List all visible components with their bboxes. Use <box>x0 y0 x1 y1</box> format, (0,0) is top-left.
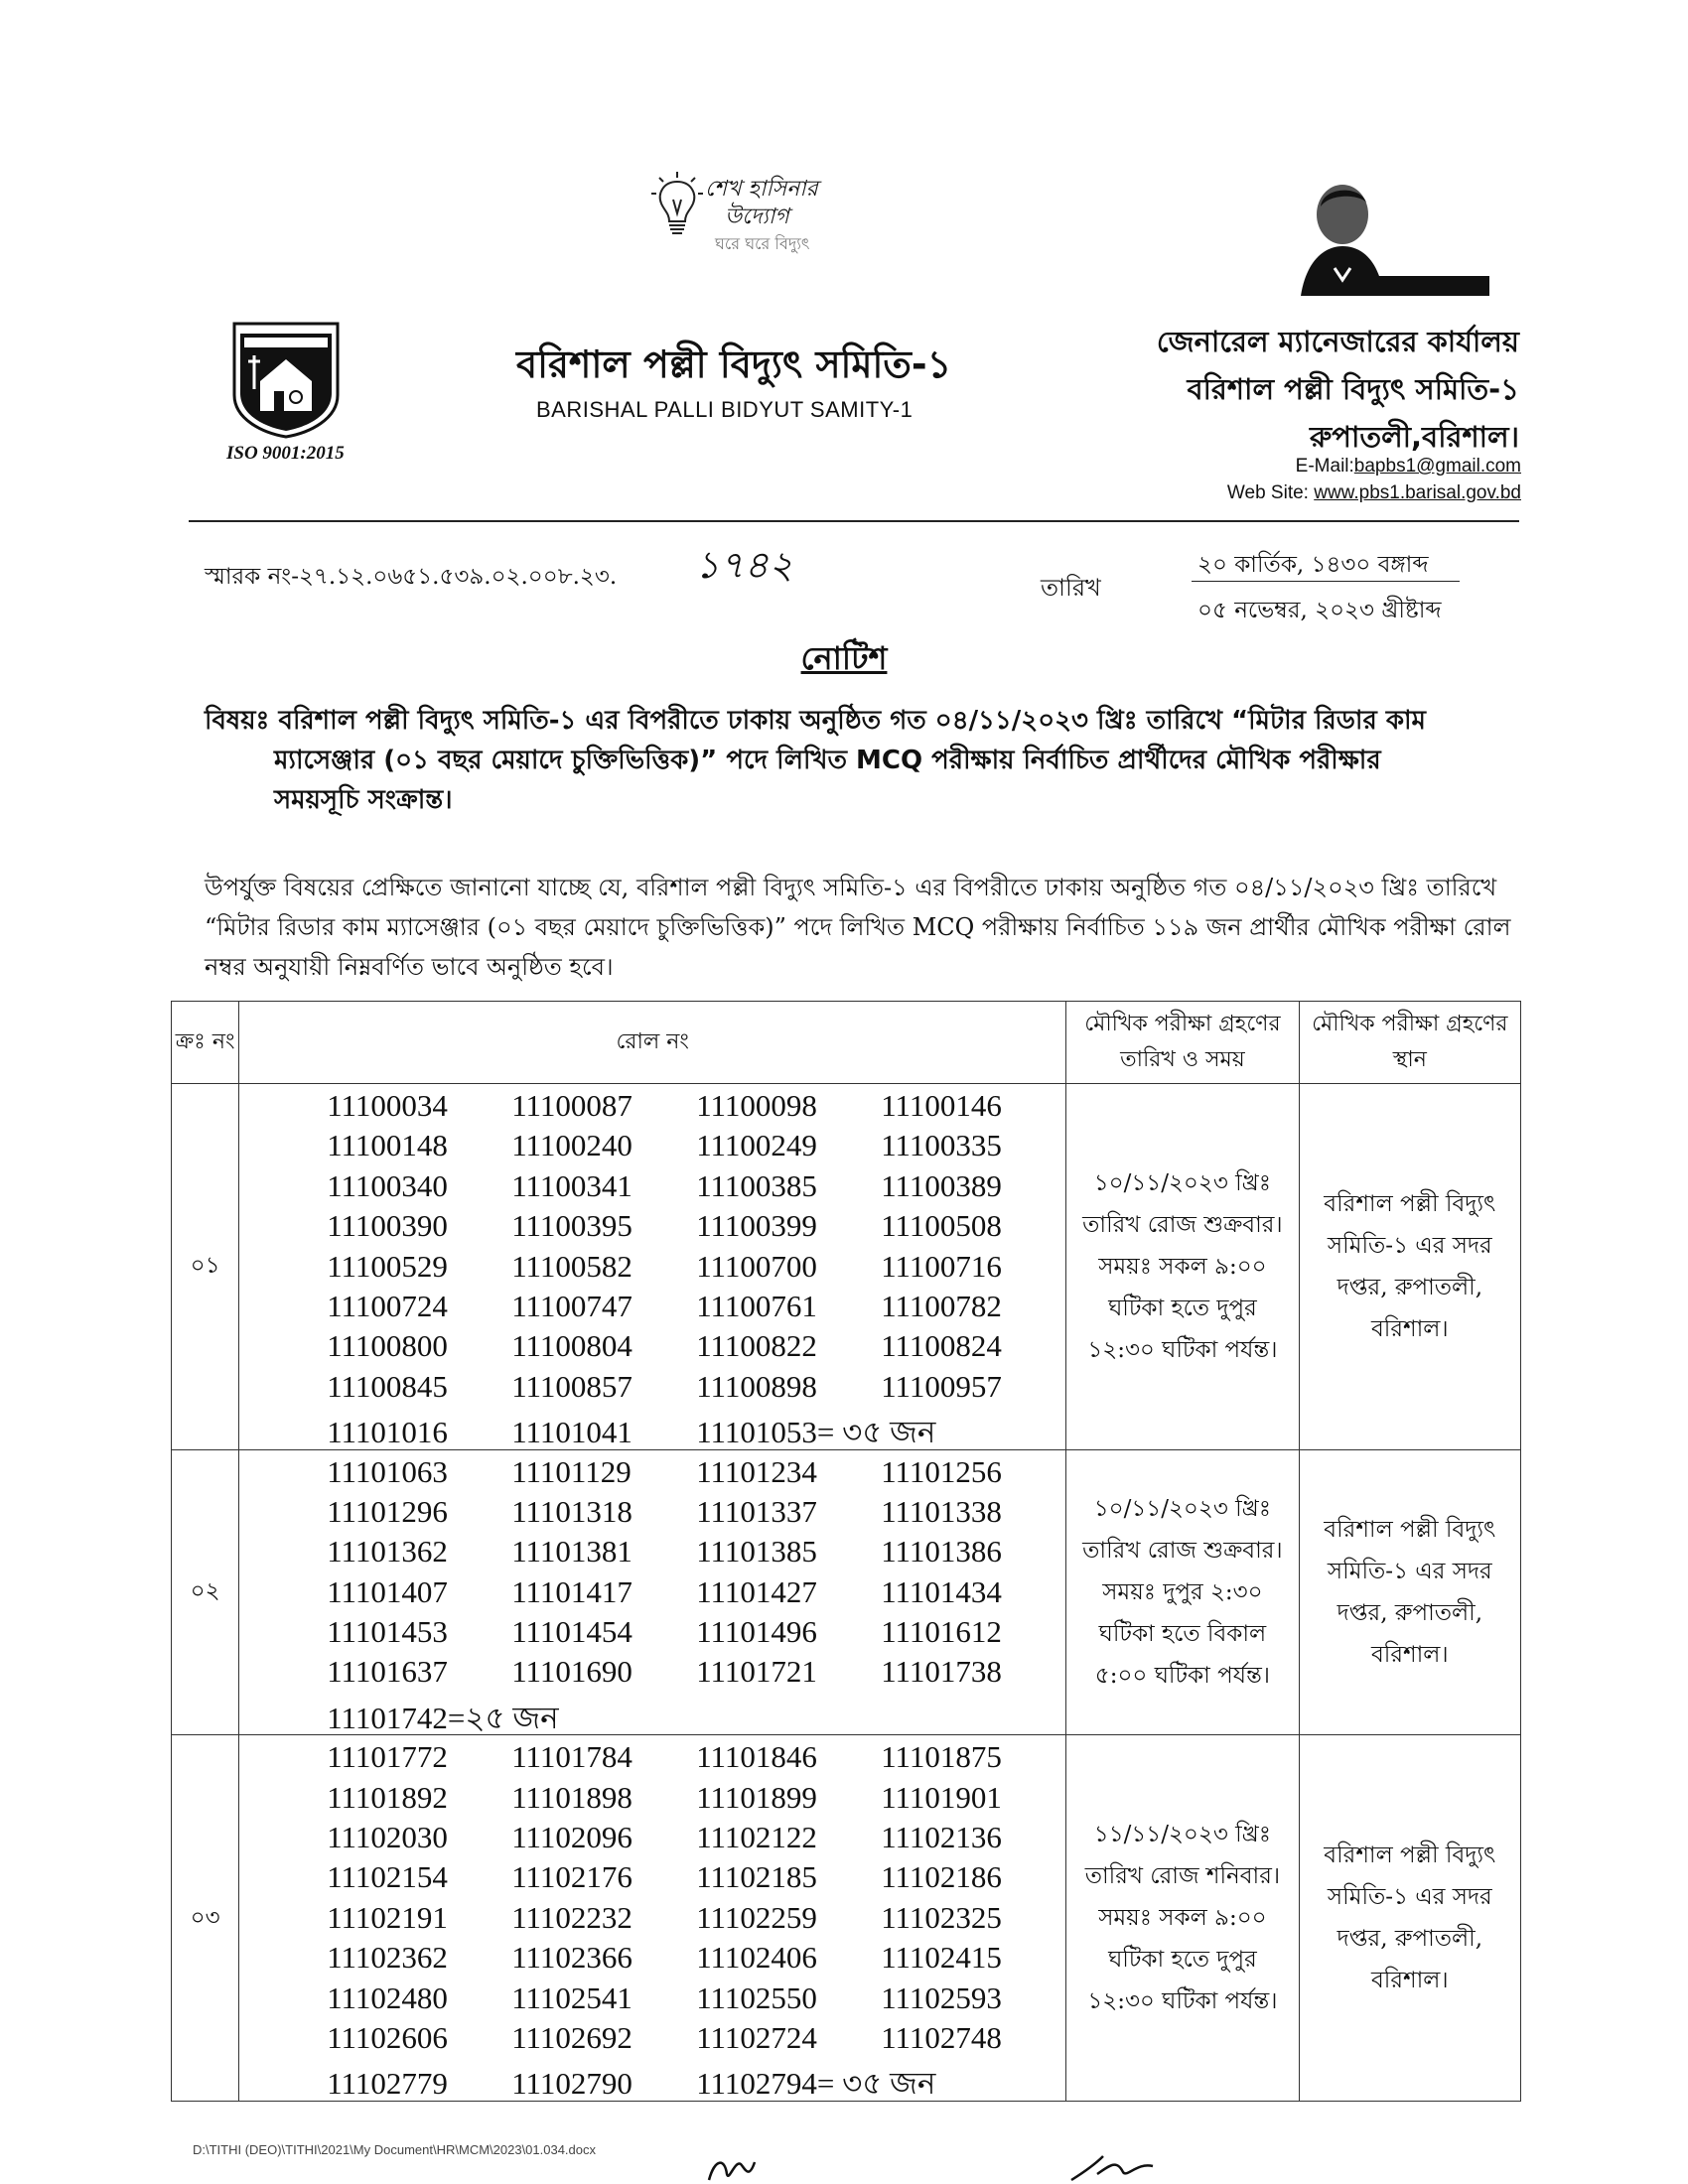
organization-name-english: BARISHAL PALLI BIDYUT SAMITY-1 <box>536 397 914 422</box>
slogan-line-2: উদ্যোগ <box>725 205 789 229</box>
roll-number: 11100395 <box>511 1208 633 1244</box>
roll-number: 11100340 <box>327 1167 448 1203</box>
roll-number: 11101892 <box>327 1779 448 1815</box>
roll-row <box>327 1534 1065 1573</box>
date-bangla: ২০ কার্তিক, ১৪৩০ বঙ্গাব্দ <box>1197 552 1429 578</box>
initial-signature <box>705 2154 765 2184</box>
roll-number: 11102176 <box>511 1859 633 1895</box>
roll-number: 11101417 <box>511 1573 633 1609</box>
roll-row <box>327 1328 1065 1368</box>
roll-row <box>327 1369 1065 1409</box>
roll-number: 11100747 <box>511 1288 633 1323</box>
roll-number: 11101407 <box>327 1573 448 1609</box>
roll-number: 11100034 <box>327 1088 448 1123</box>
roll-row <box>327 1409 1065 1448</box>
roll-number: 11101337 <box>696 1493 817 1529</box>
roll-number: 11100845 <box>327 1368 448 1404</box>
file-path: D:\TITHI (DEO)\TITHI\2021\My Document\HR\MCM\2023\01.034.docx <box>193 2142 597 2157</box>
roll-number: 11100399 <box>696 1208 817 1244</box>
memo-reference: স্মারক নং-২৭.১২.০৬৫১.৫৩৯.০২.০০৮.২৩. <box>205 564 618 590</box>
subject-line-2: ম্যাসেঞ্জার (০১ বছর মেয়াদে চুক্তিভিত্তিক)” পদে লিখিত MCQ পরীক্ষায় নির্বাচিত প্রার্থীদের মৌখিক পরীক্ষার <box>274 746 1381 775</box>
roll-row <box>327 2060 1065 2100</box>
roll-number: 11102724 <box>696 2019 817 2055</box>
samity-logo <box>230 320 342 439</box>
roll-number: 11101875 <box>881 1739 1002 1775</box>
notice-subject <box>205 701 1509 820</box>
roll-number: 11100389 <box>881 1167 1002 1203</box>
notice-title: নোটিশ <box>800 639 888 677</box>
email-link[interactable]: bapbs1@gmail.com <box>1353 456 1521 477</box>
datetime-cell: ১০/১১/২০২৩ খ্রিঃ তারিখ রোজ শুক্রবার। সময়ঃ দুপুর ২:৩০ ঘটিকা হতে বিকাল ৫:০০ ঘটিকা পর্যন্ত। <box>1066 1449 1299 1735</box>
roll-number: 11100782 <box>881 1288 1002 1323</box>
datetime-cell: ১০/১১/২০২৩ খ্রিঃ তারিখ রোজ শুক্রবার। সময়ঃ সকল ৯:০০ ঘটিকা হতে দুপুর ১২:৩০ ঘটিকা পর্যন্ত। <box>1066 1084 1299 1450</box>
roll-number: 11101453 <box>327 1614 448 1650</box>
schedule-group-row <box>172 1735 1521 2102</box>
signature <box>1067 2152 1157 2184</box>
subject-line-3: সময়সূচি সংক্রান্ত। <box>274 785 453 815</box>
roll-number: 11101016 <box>327 1415 448 1450</box>
roll-number: 11100800 <box>327 1328 448 1364</box>
roll-number: 11100857 <box>511 1368 633 1404</box>
roll-number: 11102136 <box>881 1820 1002 1855</box>
roll-number: 11101772 <box>327 1739 448 1775</box>
roll-row <box>327 1289 1065 1328</box>
roll-number: 11100898 <box>696 1368 817 1404</box>
serial-cell: ০৩ <box>172 1735 239 2102</box>
roll-number: 11101901 <box>881 1779 1002 1815</box>
roll-number: 11101899 <box>696 1779 817 1815</box>
roll-number: 11100804 <box>511 1328 633 1364</box>
roll-number: 11102415 <box>881 1940 1002 1976</box>
serial-cell: ০১ <box>172 1084 239 1450</box>
roll-row <box>327 2020 1065 2060</box>
roll-number: 11102794= ৩৫ জন <box>696 2066 936 2102</box>
roll-number: 11100761 <box>696 1288 817 1323</box>
roll-number: 11102480 <box>327 1979 448 2015</box>
roll-number: 11100341 <box>511 1167 633 1203</box>
roll-number: 11101784 <box>511 1739 633 1775</box>
roll-number: 11101129 <box>511 1453 632 1489</box>
header-serial: ক্রঃ নং <box>172 1002 239 1084</box>
memo-handwritten-number: ১৭৪২ <box>695 543 793 587</box>
roll-row <box>327 1859 1065 1899</box>
roll-number: 11100582 <box>511 1248 633 1284</box>
roll-number: 11102366 <box>511 1940 633 1976</box>
roll-number: 11100390 <box>327 1208 448 1244</box>
email-line <box>1296 456 1521 478</box>
date-label: তারিখ <box>1041 574 1101 602</box>
roll-number: 11100148 <box>327 1128 448 1163</box>
roll-number: 11102185 <box>696 1859 817 1895</box>
email-label: E-Mail: <box>1295 456 1354 477</box>
roll-number: 11101496 <box>696 1614 817 1650</box>
roll-number: 11102790 <box>511 2066 633 2102</box>
roll-number: 11101041 <box>511 1415 633 1450</box>
roll-row <box>327 1695 1065 1734</box>
organization-name-bangla: বরিশাল পল্লী বিদ্যুৎ সমিতি-১ <box>516 342 952 386</box>
roll-number: 11101721 <box>696 1654 817 1690</box>
roll-number: 11102259 <box>696 1899 817 1935</box>
place-cell: বরিশাল পল্লী বিদ্যুৎ সমিতি-১ এর সদর দপ্তর, রুপাতলী, বরিশাল। <box>1299 1084 1520 1450</box>
serial-cell: ০২ <box>172 1449 239 1735</box>
roll-number: 11101427 <box>696 1573 817 1609</box>
roll-number: 11102122 <box>696 1820 817 1855</box>
notice-body: উপর্যুক্ত বিষয়ের প্রেক্ষিতে জানানো যাচ্ছে যে, বরিশাল পল্লী বিদ্যুৎ সমিতি-১ এর বিপরীতে ঢাকায় অনুষ্ঠিত গত ০৪/১১/২০২৩ খ্রিঃ তারিখে “মিটার রিডার কাম ম্যাসেঞ্জার (০১ বছর মেয়াদে চুক্তিভিত্তিক)” পদে লিখিত MCQ পরীক্ষায় নির্বাচিত ১১৯ জন প্রার্থীর মৌখিক পরীক্ষা রোল নম্বর অনুযায়ী নিম্নবর্ণিত ভাবে অনুষ্ঠিত হবে। <box>205 874 1511 981</box>
roll-number: 11102748 <box>881 2019 1002 2055</box>
roll-number: 11100822 <box>696 1328 817 1364</box>
roll-number: 11100724 <box>327 1288 448 1323</box>
roll-number: 11101434 <box>881 1573 1002 1609</box>
roll-number: 11100335 <box>881 1128 1002 1163</box>
roll-number: 11100087 <box>511 1088 633 1123</box>
roll-number: 11102030 <box>327 1820 448 1855</box>
header-roll: রোল নং <box>239 1002 1066 1084</box>
roll-number: 11102779 <box>327 2066 448 2102</box>
table-header-row <box>172 1002 1521 1084</box>
roll-row <box>327 1940 1065 1979</box>
roll-row <box>327 1820 1065 1859</box>
iso-certification: ISO 9001:2015 <box>226 443 345 464</box>
roll-row <box>327 1980 1065 2020</box>
light-bulb-icon <box>649 170 705 249</box>
slogan-logo <box>635 164 854 263</box>
roll-numbers-cell <box>239 1084 1066 1450</box>
roll-number: 11100716 <box>881 1248 1002 1284</box>
roll-number: 11100146 <box>881 1088 1002 1123</box>
roll-number: 11102186 <box>881 1859 1002 1895</box>
roll-row <box>327 1654 1065 1694</box>
roll-number: 11102232 <box>511 1899 633 1935</box>
roll-number: 11101234 <box>696 1453 817 1489</box>
roll-number: 11101738 <box>881 1654 1002 1690</box>
roll-row <box>327 1739 1065 1779</box>
roll-row <box>327 1614 1065 1654</box>
roll-row <box>327 1454 1065 1494</box>
roll-row <box>327 1900 1065 1940</box>
roll-row <box>327 1088 1065 1128</box>
office-line-3: রুপাতলী,বরিশাল। <box>1310 420 1519 454</box>
roll-number: 11100098 <box>696 1088 817 1123</box>
website-link[interactable]: www.pbs1.barisal.gov.bd <box>1314 482 1521 503</box>
viva-schedule-table <box>171 1001 1521 2102</box>
roll-row <box>327 1208 1065 1248</box>
roll-number: 11101385 <box>696 1534 817 1570</box>
roll-number: 11100385 <box>696 1167 817 1203</box>
roll-number: 11102154 <box>327 1859 448 1895</box>
roll-row <box>327 1494 1065 1534</box>
place-cell: বরিশাল পল্লী বিদ্যুৎ সমিতি-১ এর সদর দপ্তর, রুপাতলী, বরিশাল। <box>1299 1449 1520 1735</box>
roll-number: 11101338 <box>881 1493 1002 1529</box>
roll-number: 11100957 <box>881 1368 1002 1404</box>
roll-number: 11101318 <box>511 1493 633 1529</box>
roll-number: 11100508 <box>881 1208 1002 1244</box>
header-datetime: মৌখিক পরীক্ষা গ্রহণের তারিখ ও সময় <box>1066 1002 1299 1084</box>
roll-row <box>327 1168 1065 1208</box>
roll-number: 11101846 <box>696 1739 817 1775</box>
roll-numbers-cell <box>239 1735 1066 2102</box>
roll-number: 11102406 <box>696 1940 817 1976</box>
roll-numbers-cell <box>239 1449 1066 1735</box>
roll-number: 11100529 <box>327 1248 448 1284</box>
roll-number: 11102692 <box>511 2019 633 2055</box>
roll-number: 11101898 <box>511 1779 633 1815</box>
roll-number: 11101690 <box>511 1654 633 1690</box>
header-divider <box>189 520 1519 522</box>
roll-number: 11102096 <box>511 1820 633 1855</box>
office-line-2: বরিশাল পল্লী বিদ্যুৎ সমিতি-১ <box>1187 372 1519 406</box>
roll-number: 11102593 <box>881 1979 1002 2015</box>
website-label: Web Site: <box>1226 482 1315 503</box>
slogan-line-3: ঘরে ঘরে বিদ্যুৎ <box>715 234 810 253</box>
roll-number: 11101256 <box>881 1453 1002 1489</box>
date-divider <box>1192 581 1460 582</box>
roll-row <box>327 1780 1065 1820</box>
roll-number: 11102541 <box>511 1979 633 2015</box>
schedule-group-row <box>172 1084 1521 1450</box>
roll-number: 11101612 <box>881 1614 1002 1650</box>
roll-number: 11101381 <box>511 1534 633 1570</box>
roll-number: 11102550 <box>696 1979 817 2015</box>
mujib-centenary-portrait <box>1271 177 1509 296</box>
slogan-line-1: শেখ হাসিনার <box>705 177 818 202</box>
roll-number: 11101362 <box>327 1534 448 1570</box>
roll-number: 11101296 <box>327 1493 448 1529</box>
roll-number: 11101053= ৩৫ জন <box>696 1415 936 1450</box>
roll-number: 11100249 <box>696 1128 817 1163</box>
datetime-cell: ১১/১১/২০২৩ খ্রিঃ তারিখ রোজ শনিবার। সময়ঃ সকল ৯:০০ ঘটিকা হতে দুপুর ১২:৩০ ঘটিকা পর্যন্ত। <box>1066 1735 1299 2102</box>
subject-line-1: বিষয়ঃ বরিশাল পল্লী বিদ্যুৎ সমিতি-১ এর বিপরীতে ঢাকায় অনুষ্ঠিত গত ০৪/১১/২০২৩ খ্রিঃ তারিখে “মিটার রিডার কাম <box>205 706 1426 736</box>
roll-number: 11101637 <box>327 1654 448 1690</box>
place-cell: বরিশাল পল্লী বিদ্যুৎ সমিতি-১ এর সদর দপ্তর, রুপাতলী, বরিশাল। <box>1299 1735 1520 2102</box>
roll-number: 11101386 <box>881 1534 1002 1570</box>
website-line <box>1227 482 1521 504</box>
roll-number: 11102362 <box>327 1940 448 1976</box>
roll-number: 11101063 <box>327 1453 448 1489</box>
schedule-group-row <box>172 1449 1521 1735</box>
roll-number: 11101454 <box>511 1614 633 1650</box>
roll-row <box>327 1574 1065 1614</box>
roll-number: 11101742=২৫ জন <box>327 1700 559 1735</box>
roll-number: 11100700 <box>696 1248 817 1284</box>
roll-number: 11100824 <box>881 1328 1002 1364</box>
header-place: মৌখিক পরীক্ষা গ্রহণের স্থান <box>1299 1002 1520 1084</box>
roll-row <box>327 1128 1065 1167</box>
roll-row <box>327 1249 1065 1289</box>
roll-number: 11102606 <box>327 2019 448 2055</box>
date-gregorian: ০৫ নভেম্বর, ২০২৩ খ্রীষ্টাব্দ <box>1197 598 1442 623</box>
roll-number: 11102191 <box>327 1899 448 1935</box>
roll-number: 11100240 <box>511 1128 633 1163</box>
office-line-1: জেনারেল ম্যানেজারের কার্যালয় <box>1156 325 1519 358</box>
roll-number: 11102325 <box>881 1899 1002 1935</box>
